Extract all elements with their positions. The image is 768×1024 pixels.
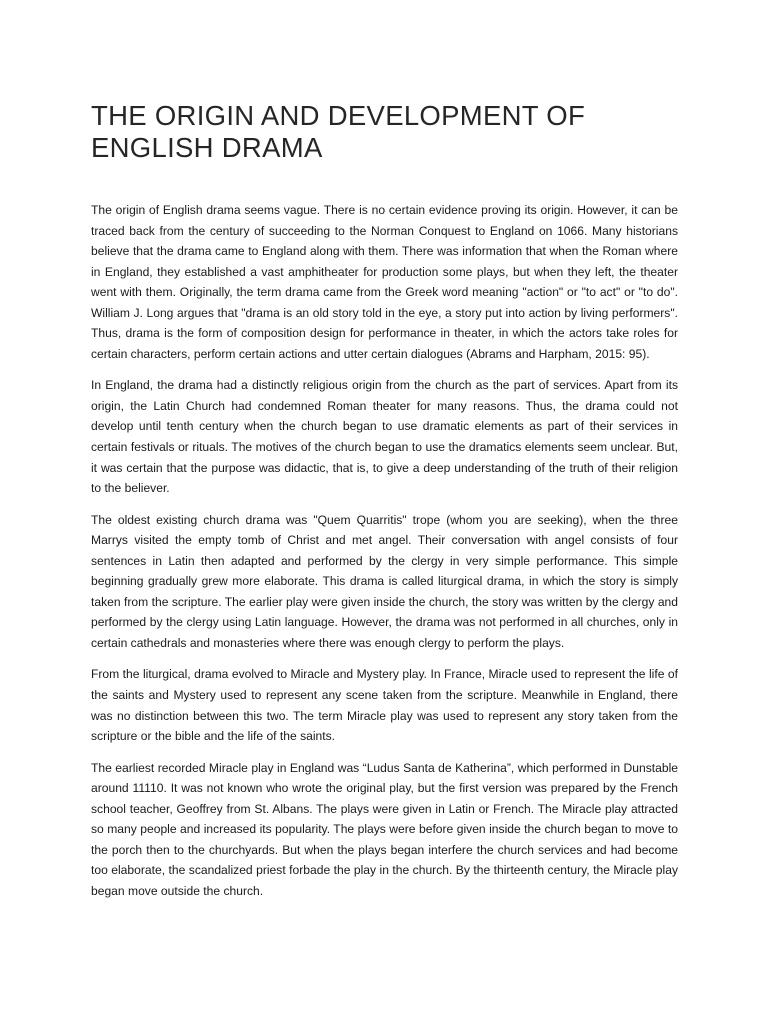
title-line-1: THE ORIGIN AND DEVELOPMENT OF	[91, 100, 586, 131]
paragraph-4: From the liturgical, drama evolved to Miracle and Mystery play. In France, Miracle used to represent the life of the saints and Mystery used to represent any scene taken from the scripture. Meanwhile in England, there was no distinction between this two. The term Miracle play was used to represent any story taken from the scripture or the bible and the life of the saints.	[91, 667, 678, 744]
title-line-2: ENGLISH DRAMA	[91, 132, 323, 163]
paragraph-5: The earliest recorded Miracle play in England was “Ludus Santa de Katherina”, which performed in Dunstable around 11110. It was not known who wrote the original play, but the first version was prepared by the French school teacher, Geoffrey from St. Albans. The plays were given in Latin or French. The Miracle play attracted so many people and increased its popularity. The plays were before given inside the church began to move to the porch then to the churchyards. But when the plays began interfere the church services and had become too elaborate, the scandalized priest forbade the play in the church. By the thirteenth century, the Miracle play began move outside the church.	[91, 760, 678, 898]
document-body	[91, 200, 678, 913]
paragraph-2: In England, the drama had a distinctly religious origin from the church as the part of services. Apart from its origin, the Latin Church had condemned Roman theater for many reasons. Thus, the drama could not develop until tenth century when the church began to use dramatic elements as part of their services in certain festivals or rituals. The motives of the church began to use the dramatics elements seem unclear. But, it was certain that the purpose was didactic, that is, to give a deep understanding of the truth of their religion to the believer.	[91, 378, 678, 496]
paragraph-3: The oldest existing church drama was "Quem Quarritis" trope (whom you are seeking), when the three Marrys visited the empty tomb of Christ and met angel. Their conversation with angel consists of four sentences in Latin then adapted and performed by the clergy in very simple performance. This simple beginning gradually grew more elaborate. This drama is called liturgical drama, in which the story is simply taken from the scripture. The earlier play were given inside the church, the story was written by the clergy and performed by the clergy using Latin language. However, the drama was not performed in all churches, only in certain cathedrals and monasteries where there was enough clergy to perform the plays.	[91, 512, 678, 650]
paragraph-1: The origin of English drama seems vague. There is no certain evidence proving its origin. However, it can be traced back from the century of succeeding to the Norman Conquest to England on 1066. Many historians believe that the drama came to England along with them. There was information that when the Roman where in England, they established a vast amphitheater for production some plays, but when they left, the theater went with them. Originally, the term drama came from the Greek word meaning "action" or "to act" or "to do". William J. Long argues that "drama is an old story told in the eye, a story put into action by living performers". Thus, drama is the form of composition design for performance in theater, in which the actors take roles for certain characters, perform certain actions and utter certain dialogues (Abrams and Harpham, 2015: 95).	[91, 203, 678, 361]
document-title	[91, 100, 651, 164]
